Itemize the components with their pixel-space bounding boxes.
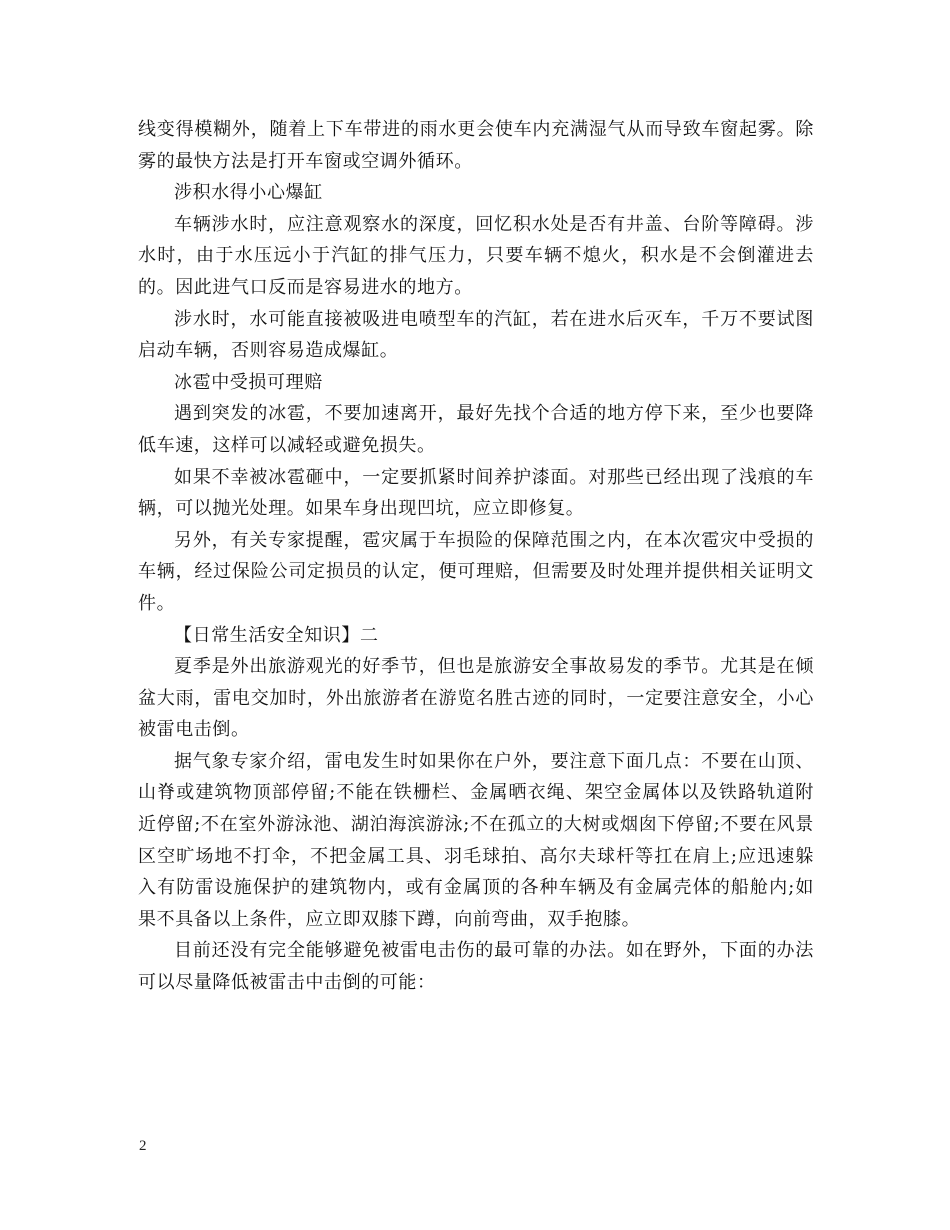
section-heading-flooded-water: 涉积水得小心爆缸 — [174, 182, 323, 204]
document-body — [138, 114, 814, 999]
paragraph-hail-repair: 如果不幸被冰雹砸中，一定要抓紧时间养护漆面。对那些已经出现了浅痕的车辆，可以抛光处理。如果车身出现凹坑，应立即修复。 — [138, 466, 814, 520]
paragraph-hail-insurance: 另外，有关专家提醒，雹灾属于车损险的保障范围之内，在本次雹灾中受损的车辆，经过保险公司定损员的认定，便可理赔，但需要及时处理并提供相关证明文件。 — [138, 529, 814, 614]
paragraph-lightning-tips: 据气象专家介绍，雷电发生时如果你在户外，要注意下面几点：不要在山顶、山脊或建筑物顶部停留;不能在铁栅栏、金属晒衣绳、架空金属体以及铁路轨道附近停留;不在室外游泳池、湖泊海滨游泳;不在孤立的大树或烟囱下停留;不要在风景区空旷场地不打伞，不把金属工具、羽毛球拍、高尔夫球杆等扛在肩上;应迅速躲入有防雷设施保护的建筑物内，或有金属顶的各种车辆及有金属壳体的船舱内;如果不具备以上条件，应立即双膝下蹲，向前弯曲，双手抱膝。 — [138, 750, 814, 930]
page-number: 2 — [139, 1138, 147, 1154]
paragraph-hail-stop: 遇到突发的冰雹，不要加速离开，最好先找个合适的地方停下来，至少也要降低车速，这样可以减轻或避免损失。 — [138, 403, 814, 456]
paragraph-wading-caution: 车辆涉水时，应注意观察水的深度，回忆积水处是否有井盖、台阶等障碍。涉水时，由于水压远小于汽缸的排气压力，只要车辆不熄火，积水是不会倒灌进去的。因此进气口反而是容易进水的地方。 — [138, 213, 814, 298]
paragraph-wading-engine: 涉水时，水可能直接被吸进电喷型车的汽缸，若在进水后灭车，千万不要试图启动车辆，否则容易造成爆缸。 — [138, 308, 814, 362]
section-heading-safety-two: 【日常生活安全知识】二 — [174, 624, 379, 646]
paragraph-summer-travel: 夏季是外出旅游观光的好季节，但也是旅游安全事故易发的季节。尤其是在倾盆大雨，雷电交加时，外出旅游者在游览名胜古迹的同时，一定要注意安全，小心被雷电击倒。 — [138, 656, 814, 741]
paragraph-lightning-methods: 目前还没有完全能够避免被雷电击伤的最可靠的办法。如在野外，下面的办法可以尽量降低被雷击中击倒的可能： — [138, 940, 814, 994]
paragraph-continuation: 线变得模糊外，随着上下车带进的雨水更会使车内充满湿气从而导致车窗起雾。除雾的最快方法是打开车窗或空调外循环。 — [138, 119, 814, 172]
section-heading-hail-claims: 冰雹中受损可理赔 — [174, 371, 323, 393]
